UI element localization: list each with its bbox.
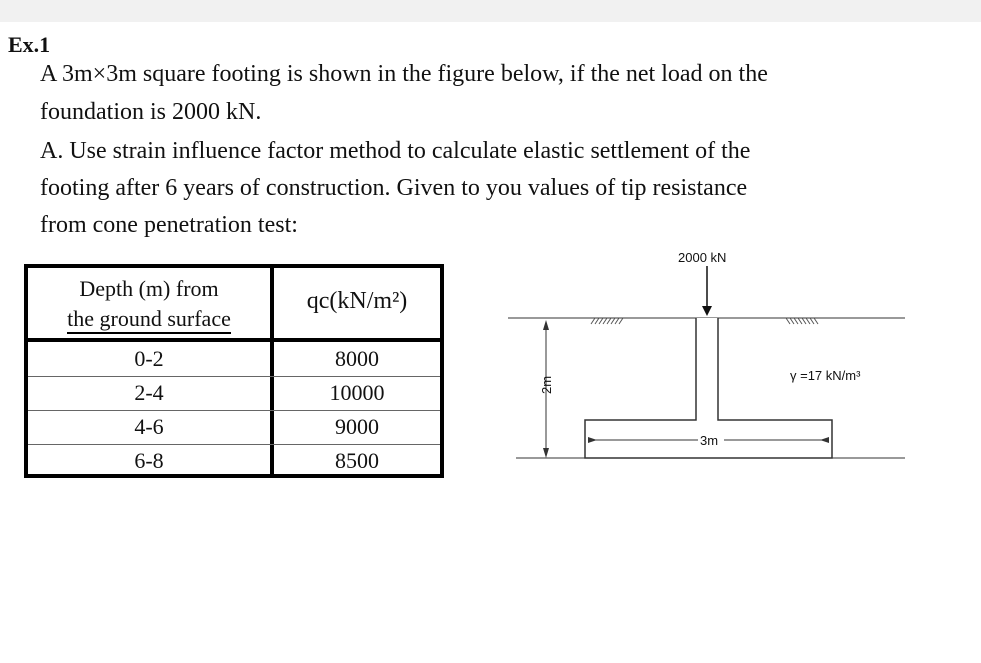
table-cell-depth: 4-6 xyxy=(134,414,164,439)
depth-header-line-2: the ground surface xyxy=(67,306,231,334)
table-cell-qc: 8000 xyxy=(335,346,379,371)
statement-line-2: foundation is 2000 kN. xyxy=(40,99,262,125)
ground-hatch-right xyxy=(786,318,818,324)
unit-weight-label: γ =17 kN/m³ xyxy=(790,368,861,383)
width-label: 3m xyxy=(700,433,719,448)
qc-column-header: qc(kN/m²) xyxy=(306,288,408,314)
load-arrow-icon xyxy=(702,306,712,316)
depth-header-line-1: Depth (m) from xyxy=(79,276,219,301)
table-cell-depth: 2-4 xyxy=(134,380,164,405)
table-cell-qc: 9000 xyxy=(335,414,379,439)
statement-line-1: A 3m×3m square footing is shown in the figure below, if the net load on the xyxy=(40,61,768,87)
depth-arrow-top-icon xyxy=(543,320,549,330)
statement-line-4: footing after 6 years of construction. Given to you values of tip resistance xyxy=(40,175,748,201)
table-cell-qc: 8500 xyxy=(335,448,379,473)
depth-label: 2m xyxy=(539,375,554,394)
ground-hatch-left xyxy=(591,318,623,324)
load-label: 2000 kN xyxy=(678,250,727,265)
table-cell-qc: 10000 xyxy=(329,380,385,405)
depth-arrow-bottom-icon xyxy=(543,448,549,458)
exercise-label: Ex.1 xyxy=(8,32,51,57)
statement-line-5: from cone penetration test: xyxy=(40,212,298,238)
table-cell-depth: 6-8 xyxy=(134,448,164,473)
table-cell-depth: 0-2 xyxy=(134,346,164,371)
statement-line-3: A. Use strain influence factor method to calculate elastic settlement of the xyxy=(40,138,751,164)
